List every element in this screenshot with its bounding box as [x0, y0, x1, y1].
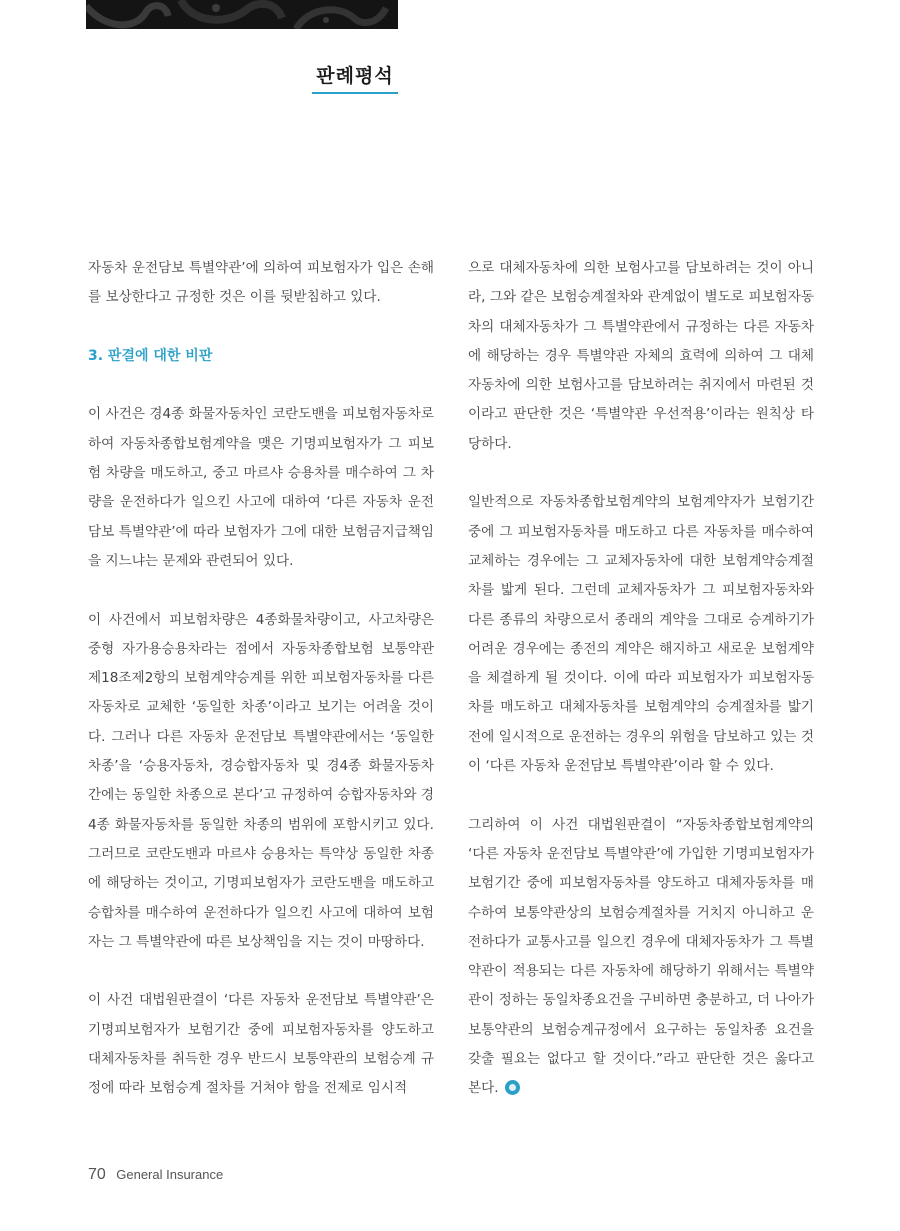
final-paragraph-text: 그리하여 이 사건 대법원판결이 “자동차종합보험계약의 ‘다른 자동차 운전담보 특별약관’에 가입한 기명피보험자가 보험기간 중에 피보험자동차를 양도하고 대체자동차를 매수하여 보통약관상의 보험승계절차를 거치지 아니하고 운전하다가 교통사고를 일으킨 경우에 대체자동차가 그 특별약관이 적용되는 다른 자동차에 해당하기 위해서는 특별약관이 정하는 동일차종요건을 구비하면 충분하고, 더 나아가 보통약관의 보험승계규정에서 요구하는 동일차종 요건을 갖출 필요는 없다고 할 것이다.”라고 판단한 것은 옳다고 본다. [468, 816, 814, 1097]
right-column [468, 254, 814, 1104]
body-paragraph: 이 사건은 경4종 화물자동차인 코란도밴을 피보험자동차로 하여 자동차종합보험계약을 맺은 기명피보험자가 그 피보험 차량을 매도하고, 중고 마르샤 승용차를 매수하여 그 차량을 운전하다가 일으킨 사고에 대하여 ‘다른 자동차 운전담보 특별약관’에 따라 보험자가 그에 대한 보험금지급책임을 지느냐는 문제와 관련되어 있다. [88, 406, 434, 569]
body-paragraph: 이 사건 대법원판결이 ‘다른 자동차 운전담보 특별약관’은 기명피보험자가 보험기간 중에 피보험자동차를 양도하고 대체자동차를 취득한 경우 반드시 보통약관의 보험승계 규정에 따라 보험승계 절차를 거쳐야 함을 전제로 임시적 [88, 992, 434, 1097]
body-paragraph: 일반적으로 자동차종합보험계약의 보험계약자가 보험기간 중에 그 피보험자동차를 매도하고 다른 자동차를 매수하여 교체하는 경우에는 그 교체자동차에 대한 보험계약승계절차를 밟게 된다. 그런데 교체자동차가 그 피보험자동차와 다른 종류의 차량으로서 종래의 계약을 그대로 승계하기가 어려운 경우에는 종전의 계약은 해지하고 새로운 보험계약을 체결하게 될 것이다. 이에 따라 피보험자가 피보험자동차를 매도하고 대체자동차를 보험계약의 승계절차를 밟기 전에 일시적으로 운전하는 경우의 위험을 담보하고 있는 것이 ‘다른 자동차 운전담보 특별약관’이라 할 수 있다. [468, 494, 814, 775]
swirl-pattern-icon [86, 0, 398, 29]
page-number: 70 [88, 1166, 106, 1183]
left-column [88, 254, 434, 1104]
magazine-name: General Insurance [116, 1167, 224, 1182]
body-paragraph: 이 사건에서 피보험차량은 4종화물차량이고, 사고차량은 중형 자가용승용차라는 점에서 자동차종합보험 보통약관 제18조제2항의 보험계약승계를 위한 피보험자동차를 다른 자동차로 교체한 ‘동일한 차종’이라고 보기는 어려울 것이다. 그러나 다른 자동차 운전담보 특별약관에서는 ‘동일한 차종’을 ‘승용자동차, 경승합자동차 및 경4종 화물자동차 간에는 동일한 차종으로 본다’고 규정하여 승합자동차와 경4종 화물자동차를 동일한 차종의 범위에 포함시키고 있다. 그러므로 코란도밴과 마르샤 승용차는 특약상 동일한 차종에 해당하는 것이고, 기명피보험자가 코란도밴을 매도하고 승합차를 매수하여 운전하다가 일으킨 사고에 대하여 보험자는 그 특별약관에 따른 보상책임을 지는 것이 마땅하다. [88, 611, 434, 950]
body-paragraph: 으로 대체자동차에 의한 보험사고를 담보하려는 것이 아니라, 그와 같은 보험승계절차와 관계없이 별도로 피보험자동차의 대체자동차가 그 특별약관에서 규정하는 다른 자동차에 해당하는 경우 특별약관 자체의 효력에 의하여 그 대체자동차에 의한 보험사고를 담보하려는 취지에서 마련된 것이라고 판단한 것은 ‘특별약관 우선적용’이라는 원칙상 타당하다. [468, 260, 814, 452]
section-title: 판례평석 [312, 62, 398, 94]
top-decorative-banner [86, 0, 398, 29]
intro-paragraph: 자동차 운전담보 특별약관’에 의하여 피보험자가 입은 손해를 보상한다고 규정한 것은 이를 뒷받침하고 있다. [88, 260, 434, 306]
end-mark-icon [505, 1080, 520, 1095]
final-paragraph [468, 811, 814, 1104]
section-heading: 3. 판결에 대한 비판 [88, 347, 213, 364]
page-footer [88, 1166, 223, 1188]
